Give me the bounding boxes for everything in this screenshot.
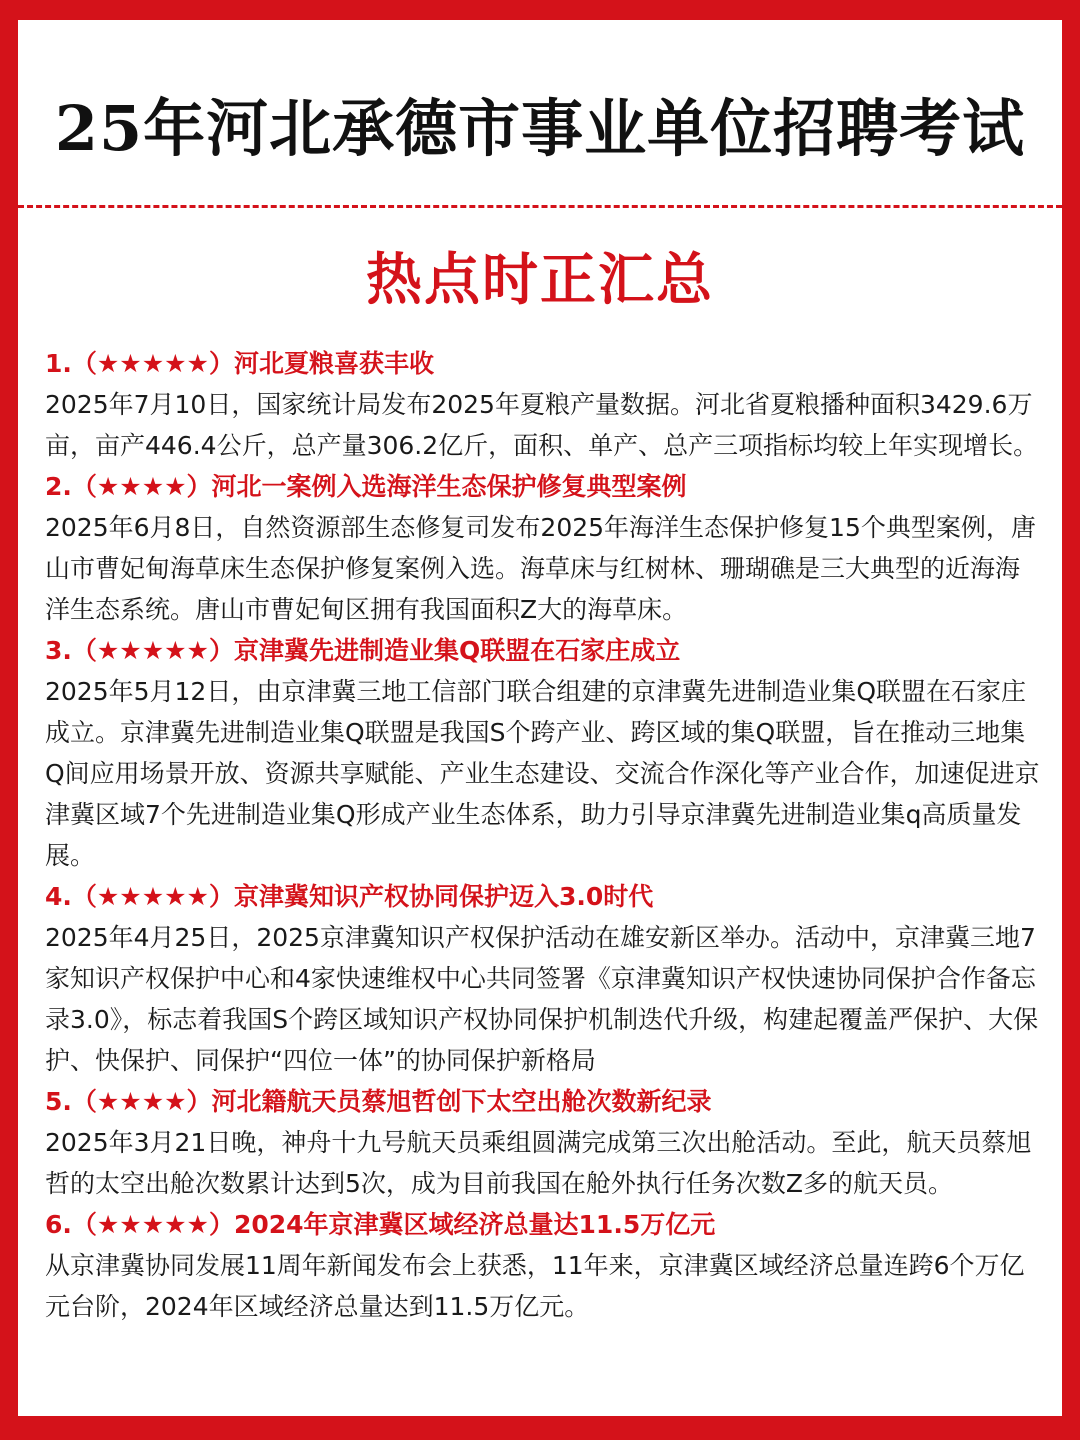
list-item: [45, 343, 1040, 466]
page-title: 25年河北承德市事业单位招聘考试: [54, 92, 1026, 165]
item-heading: 4.（★★★★★）京津冀知识产权协同保护迈入3.0时代: [45, 882, 654, 911]
item-heading: 5.（★★★★）河北籍航天员蔡旭哲创下太空出舱次数新纪录: [45, 1087, 712, 1116]
dashed-divider: [18, 205, 1062, 208]
item-body: 2025年5月12日，由京津冀三地工信部门联合组建的京津冀先进制造业集Q联盟在石家庄成立。京津冀先进制造业集Q联盟是我国S个跨产业、跨区域的集Q联盟，旨在推动三地集Q间应用场景开放、资源共享赋能、产业生态建设、交流合作深化等产业合作，加速促进京津冀区域7个先进制造业集Q形成产业生态体系，助力引导京津冀先进制造业集q高质量发展。: [45, 677, 1040, 870]
hotspot-list: [45, 343, 1040, 1327]
item-body: 2025年3月21日晚，神舟十九号航天员乘组圆满完成第三次出舱活动。至此，航天员蔡旭哲的太空出舱次数累计达到5次，成为目前我国在舱外执行任务次数Z多的航天员。: [45, 1128, 1032, 1198]
document-card: [18, 20, 1062, 1416]
list-item: [45, 876, 1040, 1081]
list-item: [45, 1204, 1040, 1327]
list-item: [45, 1081, 1040, 1204]
item-heading: 3.（★★★★★）京津冀先进制造业集Q联盟在石家庄成立: [45, 636, 681, 665]
section-title: 热点时正汇总: [366, 247, 714, 313]
item-heading: 1.（★★★★★）河北夏粮喜获丰收: [45, 349, 434, 378]
item-heading: 6.（★★★★★）2024年京津冀区域经济总量达11.5万亿元: [45, 1210, 716, 1239]
list-item: [45, 630, 1040, 876]
item-body: 2025年7月10日，国家统计局发布2025年夏粮产量数据。河北省夏粮播种面积3429.6万亩，亩产446.4公斤，总产量306.2亿斤，面积、单产、总产三项指标均较上年实现增长。: [45, 390, 1039, 460]
list-item: [45, 466, 1040, 630]
item-heading: 2.（★★★★）河北一案例入选海洋生态保护修复典型案例: [45, 472, 687, 501]
item-body: 从京津冀协同发展11周年新闻发布会上获悉，11年来，京津冀区域经济总量连跨6个万亿元台阶，2024年区域经济总量达到11.5万亿元。: [45, 1251, 1025, 1321]
item-body: 2025年6月8日，自然资源部生态修复司发布2025年海洋生态保护修复15个典型案例，唐山市曹妃甸海草床生态保护修复案例入选。海草床与红树林、珊瑚礁是三大典型的近海海洋生态系统。唐山市曹妃甸区拥有我国面积Z大的海草床。: [45, 513, 1036, 624]
item-body: 2025年4月25日，2025京津冀知识产权保护活动在雄安新区举办。活动中，京津冀三地7家知识产权保护中心和4家快速维权中心共同签署《京津冀知识产权快速协同保护合作备忘录3.0》，标志着我国S个跨区域知识产权协同保护机制迭代升级，构建起覆盖严保护、大保护、快保护、同保护“四位一体”的协同保护新格局: [45, 923, 1039, 1075]
